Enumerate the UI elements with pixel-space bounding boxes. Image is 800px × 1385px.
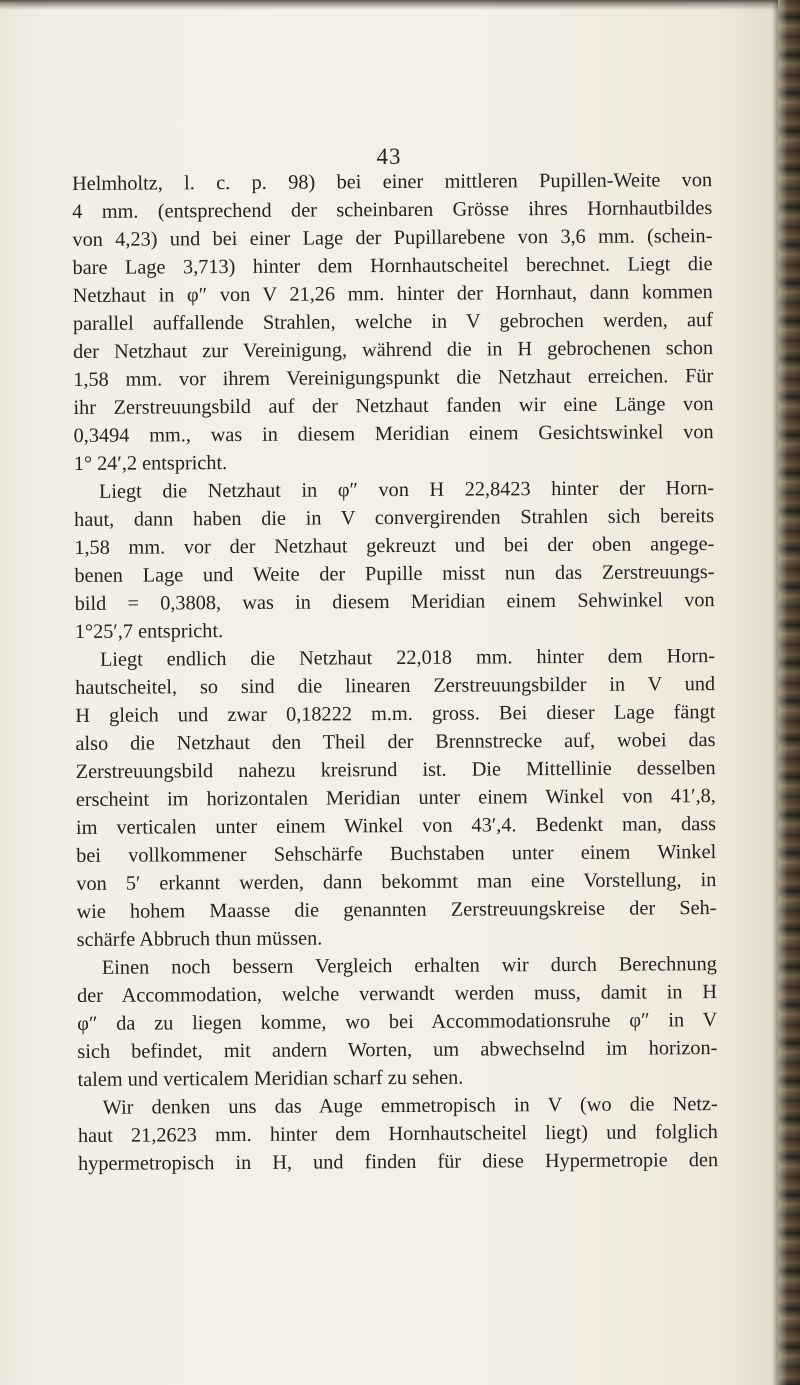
text-line: haut 21,2623 mm. hinter dem Hornhautscheitel liegt) und folglich xyxy=(77,1121,718,1147)
text-line: 1°25′,7 entspricht. xyxy=(74,620,224,643)
text-line: bild = 0,3808, was in diesem Meridian einem Sehwinkel von xyxy=(74,589,715,615)
text-line: benen Lage und Weite der Pupille misst nun das Zerstreuungs- xyxy=(74,561,715,587)
text-line: bare Lage 3,713) hinter dem Hornhautscheitel berechnet. Liegt die xyxy=(72,253,713,279)
text-line: der Accommodation, welche verwandt werden muss, damit in H xyxy=(76,981,718,1007)
text-line: hypermetropisch in H, und finden für diese Hypermetropie den xyxy=(78,1149,719,1175)
body-text xyxy=(72,166,718,1178)
text-line: hautscheitel, so sind die linearen Zerstreuungsbilder in V und xyxy=(75,673,716,699)
text-line: parallel auffallende Strahlen, welche in V gebrochen werden, auf xyxy=(72,309,713,335)
text-line: Liegt endlich die Netzhaut 22,018 mm. hinter dem Horn- xyxy=(99,645,716,671)
text-line: im verticalen unter einem Winkel von 43′,4. Bedenkt man, dass xyxy=(75,813,717,839)
page-number: 43 xyxy=(376,144,402,169)
text-line: also die Netzhaut den Theil der Brennstrecke auf, wobei das xyxy=(75,729,716,755)
page-stack-edge xyxy=(778,0,800,1385)
text-line: 0,3494 mm., was in diesem Meridian einem Gesichtswinkel von xyxy=(73,421,714,447)
text-line: Liegt die Netzhaut in φ″ von H 22,8423 hinter der Horn- xyxy=(98,477,715,503)
top-edge-shadow xyxy=(0,0,778,10)
text-line: erscheint im horizontalen Meridian unter einem Winkel von 41′,8, xyxy=(75,785,716,811)
text-line: Einen noch bessern Vergleich erhalten wir durch Berechnung xyxy=(101,953,717,979)
text-line: 1° 24′,2 entspricht. xyxy=(73,452,228,475)
text-line: Wir denken uns das Auge emmetropisch in V (wo die Netz- xyxy=(102,1093,718,1119)
text-line: ihr Zerstreuungsbild auf der Netzhaut fanden wir eine Länge von xyxy=(73,393,714,419)
text-line: H gleich und zwar 0,18222 m.m. gross. Bei dieser Lage fängt xyxy=(75,701,716,727)
text-line: sich befindet, mit andern Worten, um abwechselnd im horizon- xyxy=(77,1037,718,1063)
text-line: φ″ da zu liegen komme, wo bei Accommodationsruhe φ″ in V xyxy=(77,1009,718,1035)
text-line: Netzhaut in φ″ von V 21,26 mm. hinter der Hornhaut, dann kommen xyxy=(72,281,713,307)
text-line: bei vollkommener Sehschärfe Buchstaben unter einem Winkel xyxy=(76,841,717,867)
text-line: 4 mm. (entsprechend der scheinbaren Grösse ihres Hornhautbildes xyxy=(72,197,713,223)
text-line: der Netzhaut zur Vereinigung, während die in H gebrochenen schon xyxy=(73,337,714,363)
text-line: 1,58 mm. vor der Netzhaut gekreuzt und bei der oben angege- xyxy=(74,533,715,559)
text-line: Helmholtz, l. c. p. 98) bei einer mittleren Pupillen-Weite von xyxy=(72,169,713,195)
text-line: 1,58 mm. vor ihrem Vereinigungspunkt die Netzhaut erreichen. Für xyxy=(73,365,714,391)
text-line: talem und verticalem Meridian scharf zu sehen. xyxy=(77,1066,464,1091)
text-line: wie hohem Maasse die genannten Zerstreuungskreise der Seh- xyxy=(76,897,717,923)
text-line: von 4,23) und bei einer Lage der Pupillarebene von 3,6 mm. (schein- xyxy=(72,225,713,251)
text-line: Zerstreuungsbild nahezu kreisrund ist. Die Mittellinie desselben xyxy=(75,757,716,783)
text-line: haut, dann haben die in V convergirenden Strahlen sich bereits xyxy=(74,505,715,531)
text-line: von 5′ erkannt werden, dann bekommt man eine Vorstellung, in xyxy=(76,869,717,895)
text-line: schärfe Abbruch thun müssen. xyxy=(76,927,323,951)
